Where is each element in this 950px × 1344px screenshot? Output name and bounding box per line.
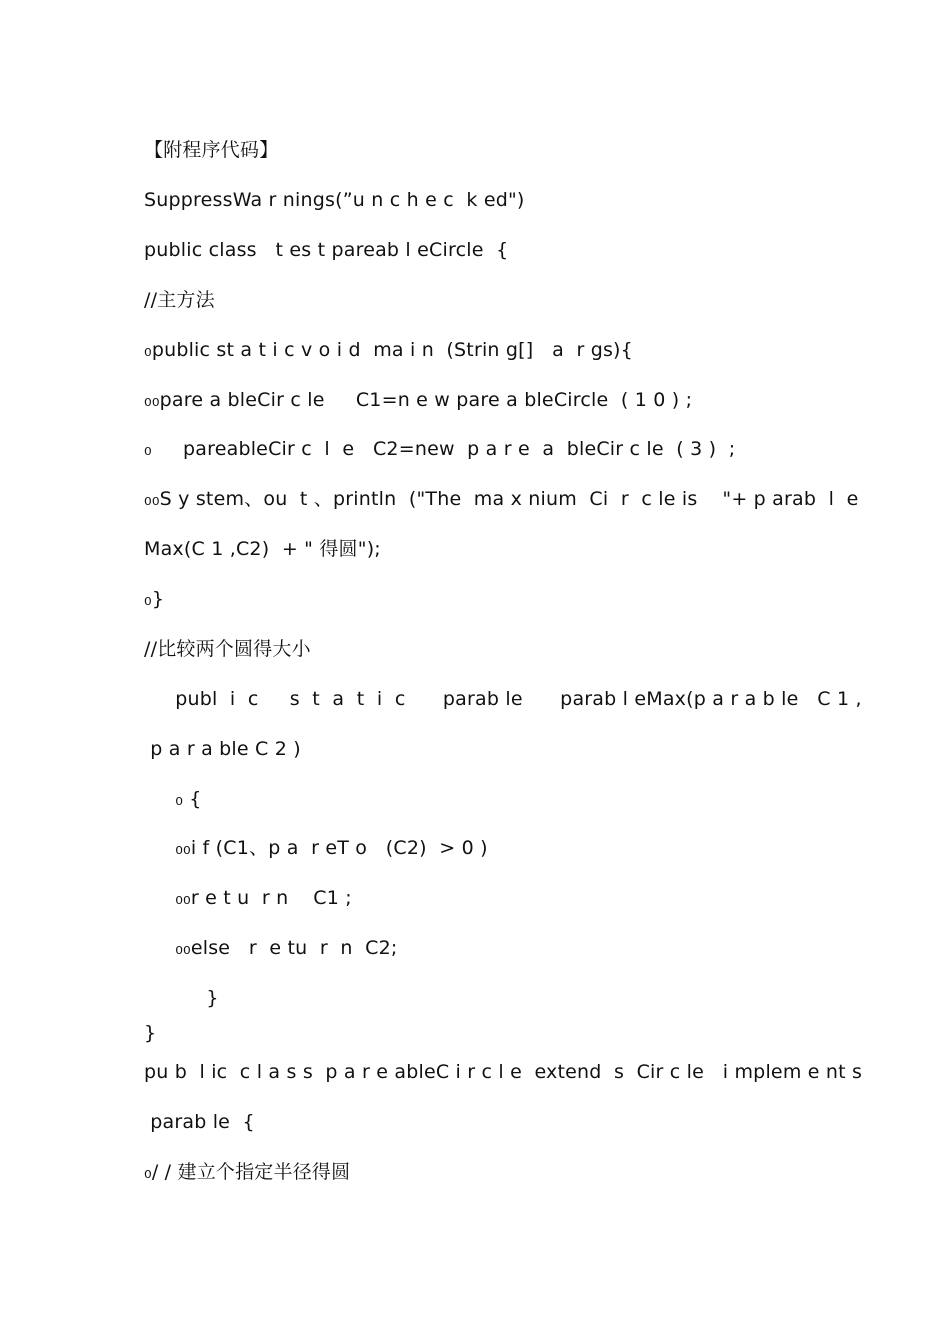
code-line: ₀₀S y stem、ou t 、println ("The ma x nium Ci r c le is "+ p arab l e <box>144 488 859 510</box>
code-line: Max(C 1 ,C2) + " 得圆"); <box>144 538 381 560</box>
code-line: p a r a ble C 2 ) <box>144 738 301 760</box>
code-line: parab le { <box>144 1111 255 1133</box>
code-comment: ₀/ / 建立个指定半径得圆 <box>144 1161 351 1183</box>
code-line: pu b l ic c l a s s p a r e ableC i r c l e extend s Cir c le i mplem e nt s <box>144 1061 863 1083</box>
code-line: SuppressWa r nings(”u n c h e c k ed") <box>144 189 525 211</box>
code-comment: //比较两个圆得大小 <box>144 638 311 660</box>
code-line: ₀} <box>144 588 165 610</box>
section-heading: 【附程序代码】 <box>144 139 279 161</box>
code-line: ₀₀r e t u r n C1 ; <box>144 887 352 909</box>
code-line: ₀₀i f (C1、p a r eT o (C2) > 0 ) <box>144 837 488 859</box>
code-line: public class t es t pareab l eCircle { <box>144 239 509 261</box>
code-line: } <box>144 987 219 1009</box>
code-line: ₀ pareableCir c l e C2=new p a r e a bleCir c le ( 3 ) ; <box>144 438 736 460</box>
code-line: ₀₀pare a bleCir c le C1=n e w pare a bleCircle ( 1 0 ) ; <box>144 389 693 411</box>
code-line: publ i c s t a t i c parab le parab l eMax(p a r a b le C 1 , <box>144 688 862 710</box>
code-comment: //主方法 <box>144 289 215 311</box>
code-line: ₀ { <box>144 788 202 810</box>
code-line: ₀₀else r e tu r n C2; <box>144 937 398 959</box>
code-line: } <box>144 1022 157 1044</box>
code-line: ₀public st a t i c v o i d ma i n (Strin g[] a r gs){ <box>144 339 633 361</box>
